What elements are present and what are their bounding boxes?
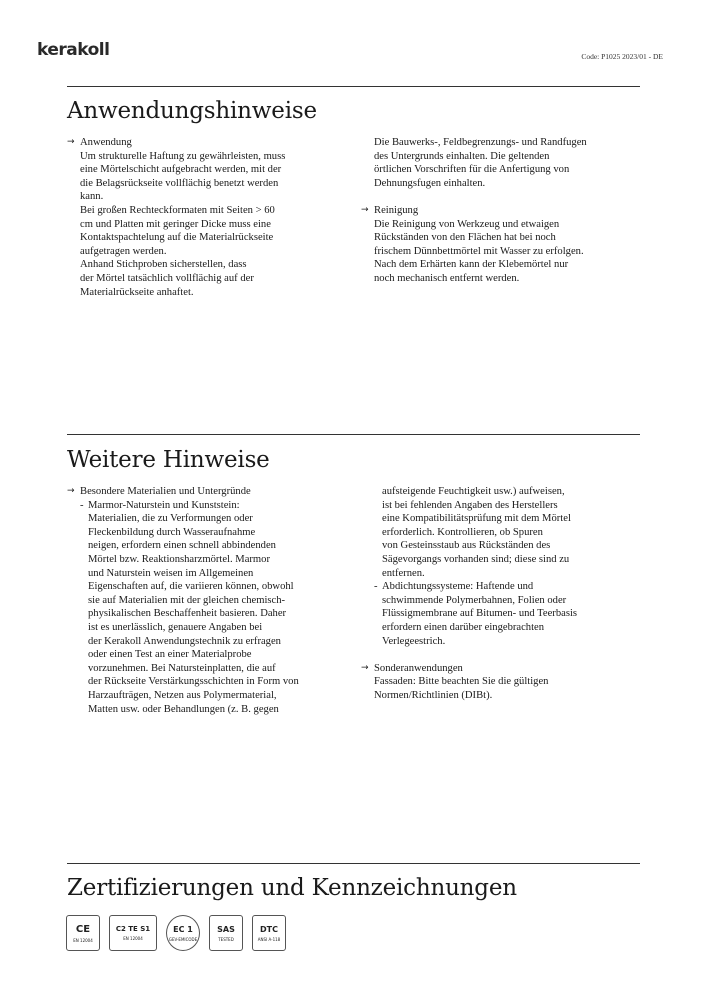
paragraph-line: oder einen Test an einer Materialprobe bbox=[88, 649, 252, 661]
paragraph-line: noch mechanisch entfernt werden. bbox=[374, 272, 520, 284]
paragraph-line: und Naturstein weisen im Allgemeinen bbox=[88, 567, 254, 579]
paragraph-line: schwimmende Polymerbahnen, Folien oder bbox=[382, 594, 567, 606]
paragraph-line: von Gesteinsstaub aus Rückständen des bbox=[382, 540, 551, 552]
shock-absorbing-system-icon: SAS TESTED bbox=[209, 915, 243, 951]
paragraph-line: eine Kompatibilitätsprüfung mit dem Mörtel bbox=[382, 513, 571, 525]
paragraph-line: entfernen. bbox=[382, 567, 425, 579]
paragraph-line: neigen, erfordern einen schnell abbindenden bbox=[88, 540, 276, 552]
paragraph-line: Eigenschaften auf, die variieren können, obwohl bbox=[88, 581, 294, 593]
paragraph-line: cm und Platten mit geringer Dicke muss eine bbox=[80, 218, 271, 230]
paragraph-line: Bei großen Rechteckformaten mit Seiten > 60 bbox=[80, 204, 275, 216]
subheading-besondere-materialien: → Besondere Materialien und Untergründe bbox=[67, 486, 251, 497]
subheading-sonderanwendungen: → Sonderanwendungen bbox=[361, 662, 463, 674]
section-divider bbox=[67, 434, 640, 435]
section-divider bbox=[67, 863, 640, 864]
paragraph-line: Nach dem Erhärten kann der Klebemörtel nur bbox=[374, 259, 569, 271]
paragraph-line: aufgetragen werden. bbox=[80, 245, 167, 257]
section1-left-column bbox=[67, 136, 357, 299]
certification-logos bbox=[66, 915, 286, 951]
brand-logo: kerakoll bbox=[37, 40, 110, 60]
section2-left-column bbox=[67, 485, 362, 716]
paragraph-line: erforderlich. Kontrollieren, ob Spuren bbox=[382, 526, 543, 538]
paragraph-line: Die Bauwerks-, Feldbegrenzungs- und Randfugen bbox=[374, 137, 587, 148]
ce-mark-icon: CE EN 12004 bbox=[66, 915, 100, 951]
paragraph-line: Fleckenbildung durch Wasseraufnahme bbox=[88, 526, 256, 538]
paragraph-line: Verlegeestrich. bbox=[382, 635, 446, 647]
arrow-right-icon: → bbox=[361, 204, 369, 215]
paragraph-line: Harzaufträgen, Netzen aus Polymermaterial, bbox=[88, 689, 277, 701]
paragraph-line: Kontaktspachtelung auf die Materialrückseite bbox=[80, 232, 274, 244]
paragraph-line: örtlichen Vorschriften für die Anfertigung von bbox=[374, 164, 570, 176]
paragraph-line: des Untergrunds einhalten. Die geltenden bbox=[374, 150, 550, 162]
paragraph-line: Fassaden: Bitte beachten Sie die gültigen bbox=[374, 676, 549, 688]
paragraph-line: Materialrückseite anhaftet. bbox=[80, 286, 194, 298]
paragraph-line: die Belagsrückseite vollflächig benetzt werden bbox=[80, 177, 279, 189]
paragraph-line: Mörtel bzw. Reaktionsharzmörtel. Marmor bbox=[88, 553, 271, 565]
paragraph-line: Rückständen von den Flächen hat bei noch bbox=[374, 232, 556, 244]
section1-right-column bbox=[361, 136, 646, 286]
list-item: - Abdichtungssysteme: Haftende und bbox=[374, 581, 534, 593]
subheading-reinigung: → Reinigung bbox=[361, 204, 419, 216]
paragraph-line: eine Mörtelschicht aufgebracht werden, mit der bbox=[80, 164, 282, 176]
section-title-zertifizierungen: Zertifizierungen und Kennzeichnungen bbox=[67, 875, 517, 901]
paragraph-line: Matten usw. oder Behandlungen (z. B. gegen bbox=[88, 703, 279, 715]
c2tes1-badge-icon: C2 TE S1 EN 12004 bbox=[109, 915, 157, 951]
paragraph-line: Um strukturelle Haftung zu gewährleisten, muss bbox=[80, 150, 286, 162]
paragraph-line: sie auf Materialien mit der gleichen chemisch- bbox=[88, 594, 286, 606]
paragraph-line: aufsteigende Feuchtigkeit usw.) aufweisen, bbox=[382, 486, 565, 497]
paragraph-line: erfordern einen darüber eingebrachten bbox=[382, 621, 545, 633]
emicode-ec1-icon: EC 1 GEV-EMICODE bbox=[166, 915, 200, 951]
paragraph-line: Flüssigmembrane auf Bitumen- und Teerbasis bbox=[382, 608, 578, 620]
paragraph-line: Materialien, die zu Verformungen oder bbox=[88, 513, 253, 525]
arrow-right-icon: → bbox=[67, 137, 75, 147]
list-item: - Marmor-Naturstein und Kunststein: bbox=[80, 499, 240, 511]
paragraph-line: Dehnungsfugen einhalten. bbox=[374, 177, 486, 189]
paragraph-line: der Mörtel tatsächlich vollflächig auf der bbox=[80, 272, 254, 284]
section-divider bbox=[67, 86, 640, 87]
paragraph-line: ist es unerlässlich, genauere Angaben bei bbox=[88, 621, 263, 633]
subheading-anwendung: → Anwendung bbox=[67, 137, 132, 148]
paragraph-line: Sägevorgangs vorhanden sind; diese sind zu bbox=[382, 553, 570, 565]
arrow-right-icon: → bbox=[361, 662, 369, 673]
section-title-anwendungshinweise: Anwendungshinweise bbox=[67, 98, 317, 124]
paragraph-line: der Rückseite Verstärkungsschichten in Form von bbox=[88, 676, 299, 688]
paragraph-line: frischem Dünnbettmörtel mit Wasser zu erfolgen. bbox=[374, 245, 584, 257]
dimension-tension-control-icon: DTC ANSI A-118 bbox=[252, 915, 286, 951]
paragraph-line: Die Reinigung von Werkzeug und etwaigen bbox=[374, 218, 560, 230]
paragraph-line: der Kerakoll Anwendungstechnik zu erfragen bbox=[88, 635, 281, 647]
section2-right-column bbox=[361, 485, 646, 703]
paragraph-line: Normen/Richtlinien (DIBt). bbox=[374, 689, 493, 701]
arrow-right-icon: → bbox=[67, 486, 75, 496]
paragraph-line: kann. bbox=[80, 191, 104, 203]
paragraph-line: vorzunehmen. Bei Natursteinplatten, die auf bbox=[88, 662, 276, 674]
paragraph-line: Anhand Stichproben sicherstellen, dass bbox=[80, 259, 247, 271]
section-title-weitere-hinweise: Weitere Hinweise bbox=[67, 447, 270, 473]
paragraph-line: physikalischen Beschaffenheit basieren. Daher bbox=[88, 608, 287, 620]
document-code: Code: P1025 2023/01 - DE bbox=[581, 52, 663, 61]
paragraph-line: ist bei fehlenden Angaben des Herstellers bbox=[382, 499, 558, 511]
